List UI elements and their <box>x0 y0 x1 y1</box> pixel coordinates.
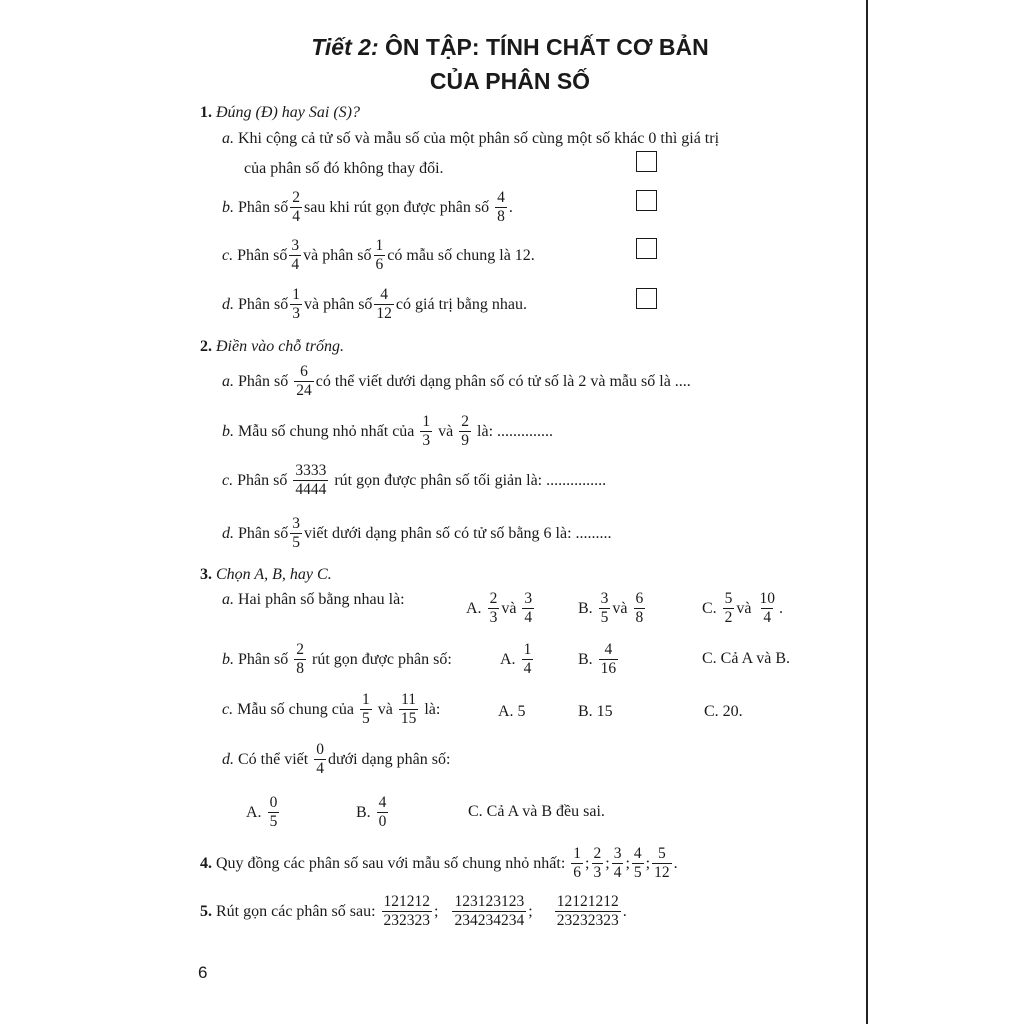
question-1a-line2: của phân số đó không thay đổi. <box>244 160 444 177</box>
option-3a-B[interactable] <box>578 591 647 627</box>
fraction <box>488 591 500 627</box>
item-tag: a. <box>222 372 234 390</box>
denominator: 3 <box>422 432 431 450</box>
denominator: 3 <box>593 864 602 882</box>
fraction <box>374 238 386 274</box>
denominator: 5 <box>292 534 300 552</box>
fraction <box>268 795 280 831</box>
option-letter: A. <box>466 599 482 617</box>
fraction <box>632 846 644 882</box>
denominator: 12 <box>654 864 670 882</box>
question-1d <box>222 287 527 323</box>
lesson-number: Tiết 2: <box>311 34 379 60</box>
statement-text: Khi cộng cả tử số và mẫu số của một phân số cùng một số khác 0 thì giá trị <box>238 130 720 147</box>
denominator: 9 <box>461 432 470 450</box>
question-3b-prompt <box>222 642 452 678</box>
item-tag: a. <box>222 130 234 147</box>
denominator: 16 <box>600 660 617 678</box>
question-2d <box>222 516 612 552</box>
item-tag: d. <box>222 750 234 768</box>
question-3c-prompt <box>222 692 440 728</box>
question-2a <box>222 364 691 400</box>
text: và <box>736 599 752 617</box>
section-instruction: Đúng (Đ) hay Sai (S)? <box>216 104 360 121</box>
text: và <box>438 422 454 440</box>
option-3a-C[interactable] <box>702 591 783 627</box>
denominator: 4 <box>292 208 300 226</box>
text: Phân số <box>237 471 288 489</box>
question-1c <box>222 238 535 274</box>
option-letter: B. <box>578 650 593 668</box>
numerator: 3 <box>524 590 533 607</box>
item-tag: d. <box>222 295 234 313</box>
fraction <box>612 846 624 882</box>
denominator: 6 <box>375 256 384 274</box>
denominator: 4 <box>613 864 622 882</box>
option-3b-A[interactable] <box>500 642 535 678</box>
text: Phân số <box>238 372 289 390</box>
text: rút gọn được phân số: <box>311 650 452 668</box>
text: có giá trị bằng nhau. <box>395 295 527 313</box>
fraction <box>374 287 394 323</box>
fraction <box>522 591 534 627</box>
lesson-topic: ÔN TẬP: TÍNH CHẤT CƠ BẢN <box>385 34 709 60</box>
fraction <box>382 894 433 930</box>
answer-box-1d[interactable] <box>636 288 657 309</box>
question-3d-prompt <box>222 742 450 778</box>
denominator: 234234234 <box>454 912 525 930</box>
option-letter: B. <box>578 599 593 617</box>
denominator: 5 <box>361 710 370 728</box>
text: Mẫu số chung nhỏ nhất của <box>238 422 415 440</box>
section-1-heading <box>200 104 360 122</box>
numerator: 10 <box>759 590 776 607</box>
fraction <box>452 894 526 930</box>
numerator: 6 <box>635 590 644 607</box>
numerator: 4 <box>378 794 387 811</box>
fraction <box>314 742 326 778</box>
section-number: 3. <box>200 566 212 583</box>
text: . <box>508 198 513 216</box>
numerator: 2 <box>292 189 300 206</box>
numerator: 1 <box>422 413 431 430</box>
denominator: 8 <box>296 660 304 678</box>
numerator: 2 <box>461 413 470 430</box>
numerator: 3 <box>291 237 300 254</box>
question-2b <box>222 414 553 450</box>
section-3-heading <box>200 566 332 584</box>
fill-blank-text: có thể viết dưới dạng phân số có tử số là 2 và mẫu số là .... <box>315 372 691 390</box>
item-tag: a. <box>222 591 234 608</box>
lesson-title <box>0 34 1020 61</box>
section-5 <box>200 894 627 930</box>
item-tag: c. <box>222 700 234 718</box>
fraction <box>377 795 389 831</box>
section-number: 5. <box>200 902 212 920</box>
item-tag: b. <box>222 422 234 440</box>
fraction <box>289 238 301 274</box>
denominator: 4 <box>763 609 772 627</box>
option-3d-B[interactable] <box>356 795 390 831</box>
section-instruction: Điền vào chỗ trống. <box>216 338 344 355</box>
separator: ; <box>605 854 610 872</box>
item-tag: b. <box>222 650 234 668</box>
option-letter: B. <box>356 803 371 821</box>
numerator: 1 <box>361 691 370 708</box>
numerator: 0 <box>316 741 324 758</box>
separator: ; <box>625 854 630 872</box>
fraction <box>420 414 432 450</box>
option-3c-B[interactable]: B. 15 <box>578 703 613 720</box>
answer-box-1c[interactable] <box>636 238 657 259</box>
fraction <box>599 642 619 678</box>
section-instruction: Rút gọn các phân số sau: <box>216 902 376 920</box>
denominator: 3 <box>489 609 498 627</box>
text: Có thể viết <box>238 750 309 768</box>
fill-blank-text: viết dưới dạng phân số có tử số bằng 6 là: ......... <box>303 524 612 542</box>
fraction <box>290 190 302 226</box>
text: sau khi rút gọn được phân số <box>303 198 490 216</box>
separator: ; <box>528 902 533 920</box>
fraction <box>522 642 534 678</box>
separator: . <box>622 902 627 920</box>
fraction <box>290 516 302 552</box>
denominator: 4 <box>291 256 300 274</box>
numerator: 5 <box>657 845 666 862</box>
fraction <box>723 591 735 627</box>
numerator: 12121212 <box>556 893 619 910</box>
text: Hai phân số bằng nhau là: <box>238 591 405 608</box>
option-3c-C[interactable]: C. 20. <box>704 703 743 720</box>
text: dưới dạng phân số: <box>327 750 451 768</box>
item-tag: c. <box>222 246 234 264</box>
numerator: 1 <box>292 286 300 303</box>
question-1a-line1 <box>222 130 719 148</box>
numerator: 121212 <box>383 893 431 910</box>
numerator: 3 <box>613 845 622 862</box>
numerator: 4 <box>604 641 613 658</box>
option-letter: C. <box>702 599 717 617</box>
text: là: <box>424 700 441 718</box>
fraction <box>571 846 583 882</box>
denominator: 4 <box>523 660 532 678</box>
fraction <box>294 364 314 400</box>
separator: ; <box>645 854 651 872</box>
fraction <box>758 591 778 627</box>
section-instruction: Quy đồng các phân số sau với mẫu số chung nhỏ nhất: <box>216 854 566 872</box>
numerator: 2 <box>593 845 602 862</box>
item-tag: d. <box>222 524 234 542</box>
denominator: 12 <box>376 305 392 323</box>
separator: ; <box>434 902 439 920</box>
text: Mẫu số chung của <box>237 700 354 718</box>
denominator: 232323 <box>383 912 431 930</box>
question-1b <box>222 190 513 226</box>
numerator: 0 <box>269 794 278 811</box>
page-number: 6 <box>198 963 208 982</box>
fraction <box>652 846 672 882</box>
option-3d-A[interactable] <box>246 795 281 831</box>
fraction <box>360 692 372 728</box>
text: . <box>779 599 784 617</box>
numerator: 123123123 <box>454 893 525 910</box>
denominator: 4 <box>316 760 324 778</box>
fraction <box>459 414 471 450</box>
fraction <box>555 894 621 930</box>
page-edge-line <box>866 0 868 1024</box>
numerator: 4 <box>380 286 389 303</box>
fraction <box>634 591 646 627</box>
fraction <box>290 287 302 323</box>
separator: . <box>673 854 678 872</box>
denominator: 8 <box>635 609 644 627</box>
question-3a-prompt <box>222 591 405 609</box>
denominator: 5 <box>269 813 278 831</box>
numerator: 2 <box>489 590 498 607</box>
numerator: 4 <box>497 189 505 206</box>
text: Phân số <box>238 198 289 216</box>
text: có mẫu số chung là 12. <box>387 246 535 264</box>
denominator: 24 <box>296 382 312 400</box>
fraction <box>399 692 419 728</box>
numerator: 3 <box>292 515 300 532</box>
denominator: 0 <box>378 813 387 831</box>
numerator: 1 <box>375 237 384 254</box>
answer-box-1b[interactable] <box>636 190 657 211</box>
fraction <box>495 190 507 226</box>
numerator: 1 <box>573 845 582 862</box>
fraction <box>293 463 328 499</box>
text: và phân số <box>303 295 373 313</box>
option-3d-C[interactable]: C. Cả A và B đều sai. <box>468 803 605 820</box>
text: Phân số <box>238 650 289 668</box>
denominator: 8 <box>497 208 505 226</box>
denominator: 2 <box>724 609 733 627</box>
denominator: 4444 <box>295 481 327 499</box>
section-4 <box>200 846 678 882</box>
denominator: 5 <box>633 864 642 882</box>
numerator: 2 <box>296 641 304 658</box>
answer-box-1a[interactable] <box>636 151 657 172</box>
text: Phân số <box>238 524 289 542</box>
numerator: 4 <box>633 845 642 862</box>
numerator: 11 <box>401 691 417 708</box>
text: và <box>612 599 628 617</box>
text: và <box>377 700 393 718</box>
denominator: 6 <box>573 864 582 882</box>
section-number: 4. <box>200 854 212 872</box>
fraction <box>294 642 306 678</box>
section-instruction: Chọn A, B, hay C. <box>216 566 332 583</box>
text: Phân số <box>237 246 288 264</box>
option-letter: A. <box>246 803 262 821</box>
option-3a-A[interactable] <box>466 591 536 627</box>
section-2-heading <box>200 338 344 356</box>
denominator: 15 <box>400 710 417 728</box>
section-number: 2. <box>200 338 212 355</box>
numerator: 5 <box>724 590 733 607</box>
option-3b-C[interactable]: C. Cả A và B. <box>702 650 791 667</box>
numerator: 3 <box>600 590 609 607</box>
item-tag: b. <box>222 198 234 216</box>
separator: ; <box>585 854 590 872</box>
fraction <box>599 591 611 627</box>
question-2c <box>222 463 606 499</box>
denominator: 5 <box>600 609 609 627</box>
denominator: 23232323 <box>556 912 619 930</box>
text: và phân số <box>303 246 372 264</box>
numerator: 6 <box>300 363 308 380</box>
denominator: 3 <box>292 305 300 323</box>
section-number: 1. <box>200 104 212 121</box>
fill-blank-text: là: .............. <box>477 422 554 440</box>
option-letter: A. <box>500 650 516 668</box>
numerator: 3333 <box>295 462 327 479</box>
text: Phân số <box>238 295 289 313</box>
fill-blank-text: rút gọn được phân số tối giản là: ............... <box>334 471 607 489</box>
option-3c-A[interactable]: A. 5 <box>498 703 526 720</box>
item-tag: c. <box>222 471 234 489</box>
text: và <box>501 599 517 617</box>
option-3b-B[interactable] <box>578 642 620 678</box>
numerator: 1 <box>523 641 532 658</box>
fraction <box>592 846 604 882</box>
denominator: 4 <box>524 609 533 627</box>
lesson-title-line2: CỦA PHÂN SỐ <box>429 68 591 94</box>
